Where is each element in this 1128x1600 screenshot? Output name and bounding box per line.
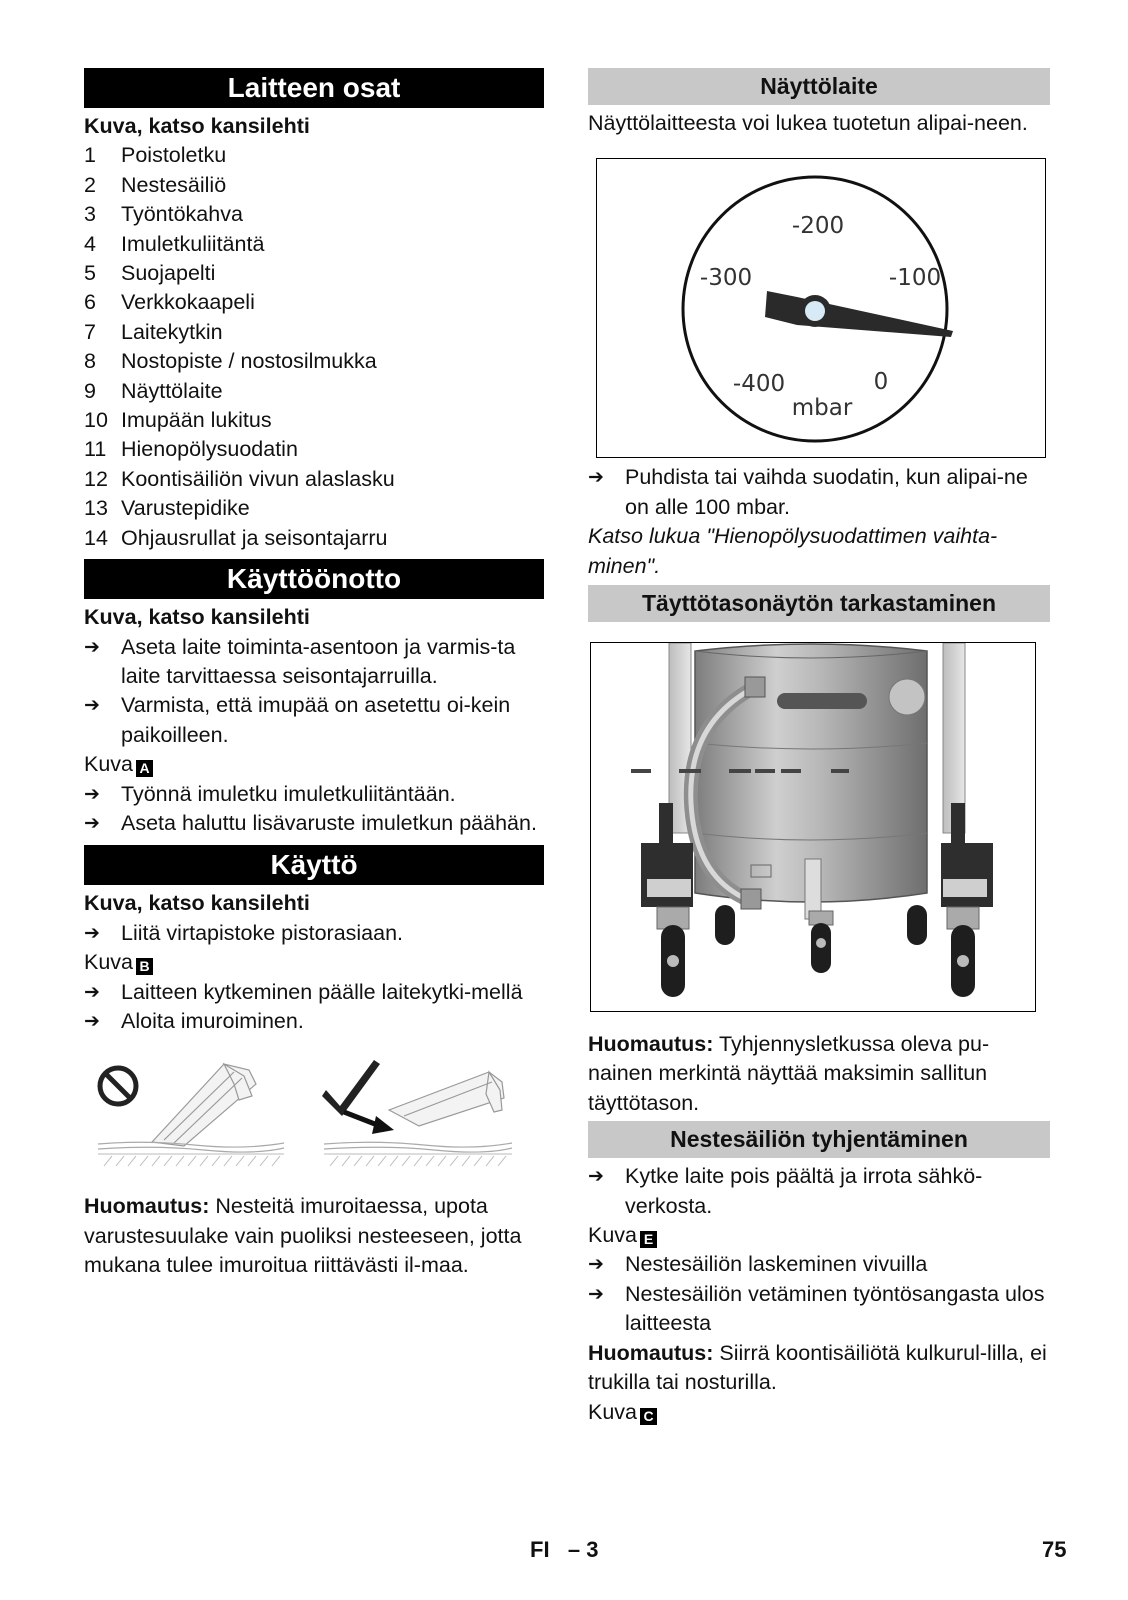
pressure-gauge: [597, 159, 1044, 456]
chapter-reference: Katso lukua "Hienopölysuodattimen vaihta-minen".: [588, 524, 998, 578]
figure-letter: C: [640, 1408, 657, 1425]
gauge-label: -400: [732, 371, 786, 398]
item-label: Varustepidike: [121, 496, 250, 521]
list-item: [84, 259, 544, 288]
frame-block: [641, 843, 693, 907]
list-item: [84, 465, 544, 494]
right-arrow-icon: ➔: [588, 466, 604, 489]
list-item: [84, 347, 544, 376]
figure-reference: [84, 948, 544, 977]
parts-subtitle: Kuva, katso kansilehti: [84, 114, 310, 138]
startup-subtitle: Kuva, katso kansilehti: [84, 605, 310, 630]
figure-label: Kuva: [588, 1223, 638, 1248]
item-number: 13: [84, 496, 108, 521]
floor-hatch-right: [324, 1154, 512, 1166]
instruction-step: [84, 780, 544, 809]
figure-reference: [588, 1398, 1050, 1427]
figure-reference: [84, 750, 544, 779]
item-label: Nestesäiliö: [121, 172, 227, 197]
item-label: Näyttölaite: [121, 378, 223, 403]
right-arrow-icon: ➔: [84, 694, 100, 717]
section-title-display: Näyttölaite: [588, 68, 1050, 105]
section-title-startup: Käyttöönotto: [84, 559, 544, 599]
item-label: Laitekytkin: [121, 319, 223, 344]
item-number: 12: [84, 466, 108, 491]
list-item: [84, 171, 544, 200]
caster-wheel: [809, 911, 833, 973]
right-arrow-icon: ➔: [588, 1165, 604, 1188]
tank-plate: [889, 679, 925, 715]
instruction-step: [588, 1162, 1050, 1221]
caster-wheel: [715, 905, 735, 945]
gauge-hub-center: [805, 301, 825, 321]
nozzle-usage-illustration: [84, 1054, 544, 1174]
step-text: Nestesäiliön laskeminen vivuilla: [625, 1252, 928, 1277]
right-arrow-icon: ➔: [84, 1009, 100, 1032]
frame-block: [941, 843, 993, 907]
step-text: Aseta haluttu lisävaruste imuletkun päähän.: [121, 810, 537, 835]
figure-label: Kuva: [84, 752, 134, 777]
section-title-parts: Laitteen osat: [84, 68, 544, 108]
gauge-label: -100: [888, 265, 942, 292]
liquid-surface-left: [98, 1143, 284, 1153]
usage-subtitle: Kuva, katso kansilehti: [84, 891, 310, 916]
gauge-label: -300: [699, 265, 753, 292]
list-item: [84, 494, 544, 523]
list-item: [84, 377, 544, 406]
item-label: Työntökahva: [121, 202, 243, 227]
figure-letter: B: [136, 958, 153, 975]
item-number: 10: [84, 408, 108, 433]
container-figure: [590, 642, 1036, 1012]
item-number: 7: [84, 319, 96, 344]
hose-connector: [741, 889, 761, 909]
right-arrow-icon: ➔: [588, 1253, 604, 1276]
list-item: [84, 318, 544, 347]
step-text: Varmista, että imupää on asetettu oi-kein paikoilleen.: [121, 693, 511, 747]
item-label: Verkkokaapeli: [121, 290, 255, 315]
container-illustration: [591, 643, 1034, 1010]
note-label: Huomautus:: [588, 1340, 714, 1365]
level-note: [588, 1030, 1050, 1118]
instruction-step: [84, 809, 544, 838]
instruction-step: [84, 919, 544, 948]
step-text: Liitä virtapistoke pistorasiaan.: [121, 920, 404, 945]
item-number: 1: [84, 143, 96, 168]
section-title-empty: Nestesäiliön tyhjentäminen: [588, 1121, 1050, 1158]
left-column: [84, 68, 544, 1281]
step-text: Nestesäiliön vetäminen työntösangasta ulos laitteesta: [625, 1281, 1045, 1336]
item-number: 2: [84, 172, 96, 197]
prohibited-icon: [100, 1068, 136, 1104]
right-arrow-icon: ➔: [84, 635, 100, 658]
empty-note: [588, 1339, 1050, 1398]
item-label: Koontisäiliön vivun alaslasku: [121, 466, 395, 491]
note-text: Tyhjennysletkussa oleva pu-nainen merkintä näyttää maksimin sallitun täyttötason.: [588, 1032, 990, 1115]
tank-handle: [777, 693, 867, 709]
footer-language-page: FI – 3: [530, 1537, 599, 1562]
note-text: Nesteitä imuroitaessa, upota varustesuulake vain puoliksi nesteeseen, jotta mukana tulee imuroitua riittävästi il-maa.: [84, 1194, 522, 1278]
footer-page-number: 75: [1042, 1537, 1067, 1562]
note-label: Huomautus:: [588, 1032, 714, 1057]
item-label: Poistoletku: [121, 143, 227, 168]
tank-lever: [805, 859, 821, 919]
caster-wheel: [907, 905, 927, 945]
right-arrow-icon: ➔: [84, 921, 100, 944]
step-text: Kytke laite pois päältä ja irrota sähkö-verkosta.: [625, 1164, 983, 1218]
instruction-step: [84, 978, 544, 1007]
list-item: [84, 406, 544, 435]
item-label: Imupään lukitus: [121, 408, 272, 433]
item-label: Ohjausrullat ja seisontajarru: [121, 525, 388, 550]
caster-wheel: [657, 907, 689, 997]
nozzle-wrong-drawing: [152, 1064, 256, 1146]
item-label: Suojapelti: [121, 261, 216, 286]
figure-reference: [588, 1221, 1050, 1250]
right-arrow-icon: ➔: [84, 782, 100, 805]
gauge-figure: [596, 158, 1046, 458]
instruction-step: [84, 633, 544, 692]
item-number: 8: [84, 349, 96, 374]
gauge-unit: mbar: [791, 395, 853, 422]
figure-letter: A: [136, 760, 153, 777]
caster-wheel: [947, 907, 979, 997]
right-column: [588, 68, 1050, 1427]
step-text: Työnnä imuletku imuletkuliitäntään.: [121, 781, 456, 806]
gauge-label: 0: [873, 369, 889, 396]
section-title-level: Täyttötasonäytön tarkastaminen: [588, 585, 1050, 622]
item-number: 4: [84, 231, 96, 256]
item-number: 11: [84, 437, 107, 462]
list-item: [84, 435, 544, 464]
item-number: 5: [84, 261, 96, 286]
item-number: 9: [84, 378, 96, 403]
list-item: [84, 141, 544, 170]
nozzle-correct-drawing: [389, 1072, 504, 1126]
display-text: Näyttölaitteesta voi lukea tuotetun alipai-neen.: [588, 111, 1028, 135]
direction-arrow-icon: [344, 1112, 394, 1134]
step-text: Aloita imuroiminen.: [121, 1008, 304, 1033]
figure-label: Kuva: [84, 950, 134, 975]
list-item: [84, 230, 544, 259]
hose-connector: [745, 677, 765, 697]
step-text: Puhdista tai vaihda suodatin, kun alipai-ne on alle 100 mbar.: [625, 465, 1028, 519]
right-arrow-icon: ➔: [84, 811, 100, 834]
parts-list: [84, 141, 544, 553]
list-item: [84, 200, 544, 229]
step-text: Aseta laite toiminta-asentoon ja varmis-ta laite tarvittaessa seisontajarruilla.: [121, 634, 516, 688]
item-number: 14: [84, 525, 108, 550]
liquid-surface-right: [324, 1143, 512, 1153]
right-arrow-icon: ➔: [588, 1282, 604, 1305]
list-item: [84, 288, 544, 317]
figure-label: Kuva: [588, 1399, 638, 1424]
instruction-step: [588, 1250, 1050, 1279]
gauge-label: -200: [791, 213, 845, 240]
figure-letter: E: [640, 1231, 657, 1248]
usage-note: [84, 1192, 544, 1280]
item-label: Hienopölysuodatin: [121, 437, 298, 462]
instruction-step: [588, 1280, 1050, 1339]
section-title-usage: Käyttö: [84, 845, 544, 885]
instruction-step: [84, 691, 544, 750]
checkmark-icon: [322, 1060, 380, 1116]
item-number: 6: [84, 290, 96, 315]
step-text: Laitteen kytkeminen päälle laitekytki-mellä: [121, 979, 523, 1004]
note-text: Siirrä koontisäiliötä kulkurul-lilla, ei trukilla tai nosturilla.: [588, 1340, 1047, 1395]
item-number: 3: [84, 202, 96, 227]
note-label: Huomautus:: [84, 1194, 210, 1219]
list-item: [84, 524, 544, 553]
right-arrow-icon: ➔: [84, 980, 100, 1003]
instruction-step: [588, 463, 1050, 522]
item-label: Nostopiste / nostosilmukka: [121, 349, 377, 374]
instruction-step: [84, 1007, 544, 1036]
floor-hatch-left: [98, 1154, 284, 1166]
item-label: Imuletkuliitäntä: [121, 231, 265, 256]
